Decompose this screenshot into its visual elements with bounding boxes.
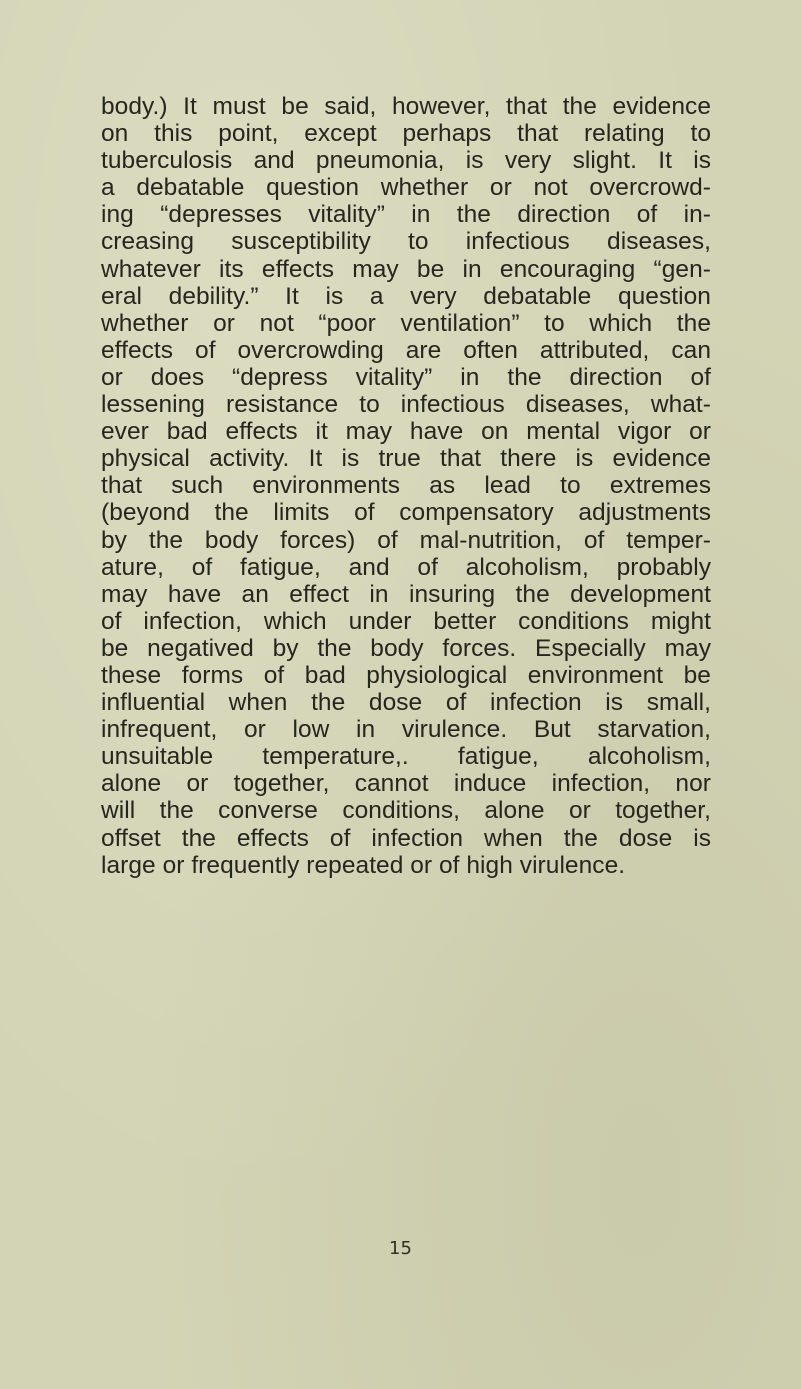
- text-line: whatever its effects may be in encouraging “gen-: [101, 255, 711, 283]
- text-line: ing “depresses vitality” in the direction of in-: [101, 201, 711, 229]
- text-line: ature, of fatigue, and of alcoholism, probably: [101, 553, 711, 581]
- text-line: influential when the dose of infection is small,: [101, 689, 711, 717]
- text-line: these forms of bad physiological environment be: [101, 661, 711, 689]
- page-number: 15: [389, 1238, 412, 1259]
- text-line: tuberculosis and pneumonia, is very slight. It is: [101, 147, 711, 175]
- text-line: of infection, which under better conditions might: [101, 607, 711, 635]
- text-line: large or frequently repeated or of high virulence.: [101, 851, 626, 879]
- text-line: unsuitable temperature,. fatigue, alcoholism,: [101, 743, 711, 771]
- text-line: or does “depress vitality” in the direction of: [101, 363, 711, 391]
- text-line: will the converse conditions, alone or together,: [101, 797, 711, 825]
- text-line: creasing susceptibility to infectious diseases,: [101, 228, 711, 256]
- text-line: infrequent, or low in virulence. But starvation,: [101, 716, 711, 744]
- text-line: whether or not “poor ventilation” to which the: [101, 309, 711, 337]
- text-line: a debatable question whether or not overcrowd-: [101, 174, 711, 202]
- text-line: ever bad effects it may have on mental vigor or: [101, 418, 711, 446]
- text-line: physical activity. It is true that there is evidence: [101, 445, 711, 473]
- body-paragraph: [101, 93, 711, 879]
- text-line: eral debility.” It is a very debatable question: [101, 282, 711, 310]
- text-line: be negatived by the body forces. Especially may: [101, 634, 711, 662]
- text-line: effects of overcrowding are often attributed, can: [101, 336, 711, 364]
- text-line: may have an effect in insuring the development: [101, 580, 711, 608]
- text-line: that such environments as lead to extremes: [101, 472, 711, 500]
- text-line: (beyond the limits of compensatory adjustments: [101, 499, 711, 527]
- text-line: lessening resistance to infectious diseases, what-: [101, 391, 711, 419]
- text-line: by the body forces) of mal-nutrition, of temper-: [101, 526, 711, 554]
- text-line: alone or together, cannot induce infection, nor: [101, 770, 711, 798]
- text-line: body.) It must be said, however, that the evidence: [101, 93, 711, 120]
- text-line: offset the effects of infection when the dose is: [101, 824, 711, 852]
- text-line: on this point, except perhaps that relating to: [101, 120, 711, 148]
